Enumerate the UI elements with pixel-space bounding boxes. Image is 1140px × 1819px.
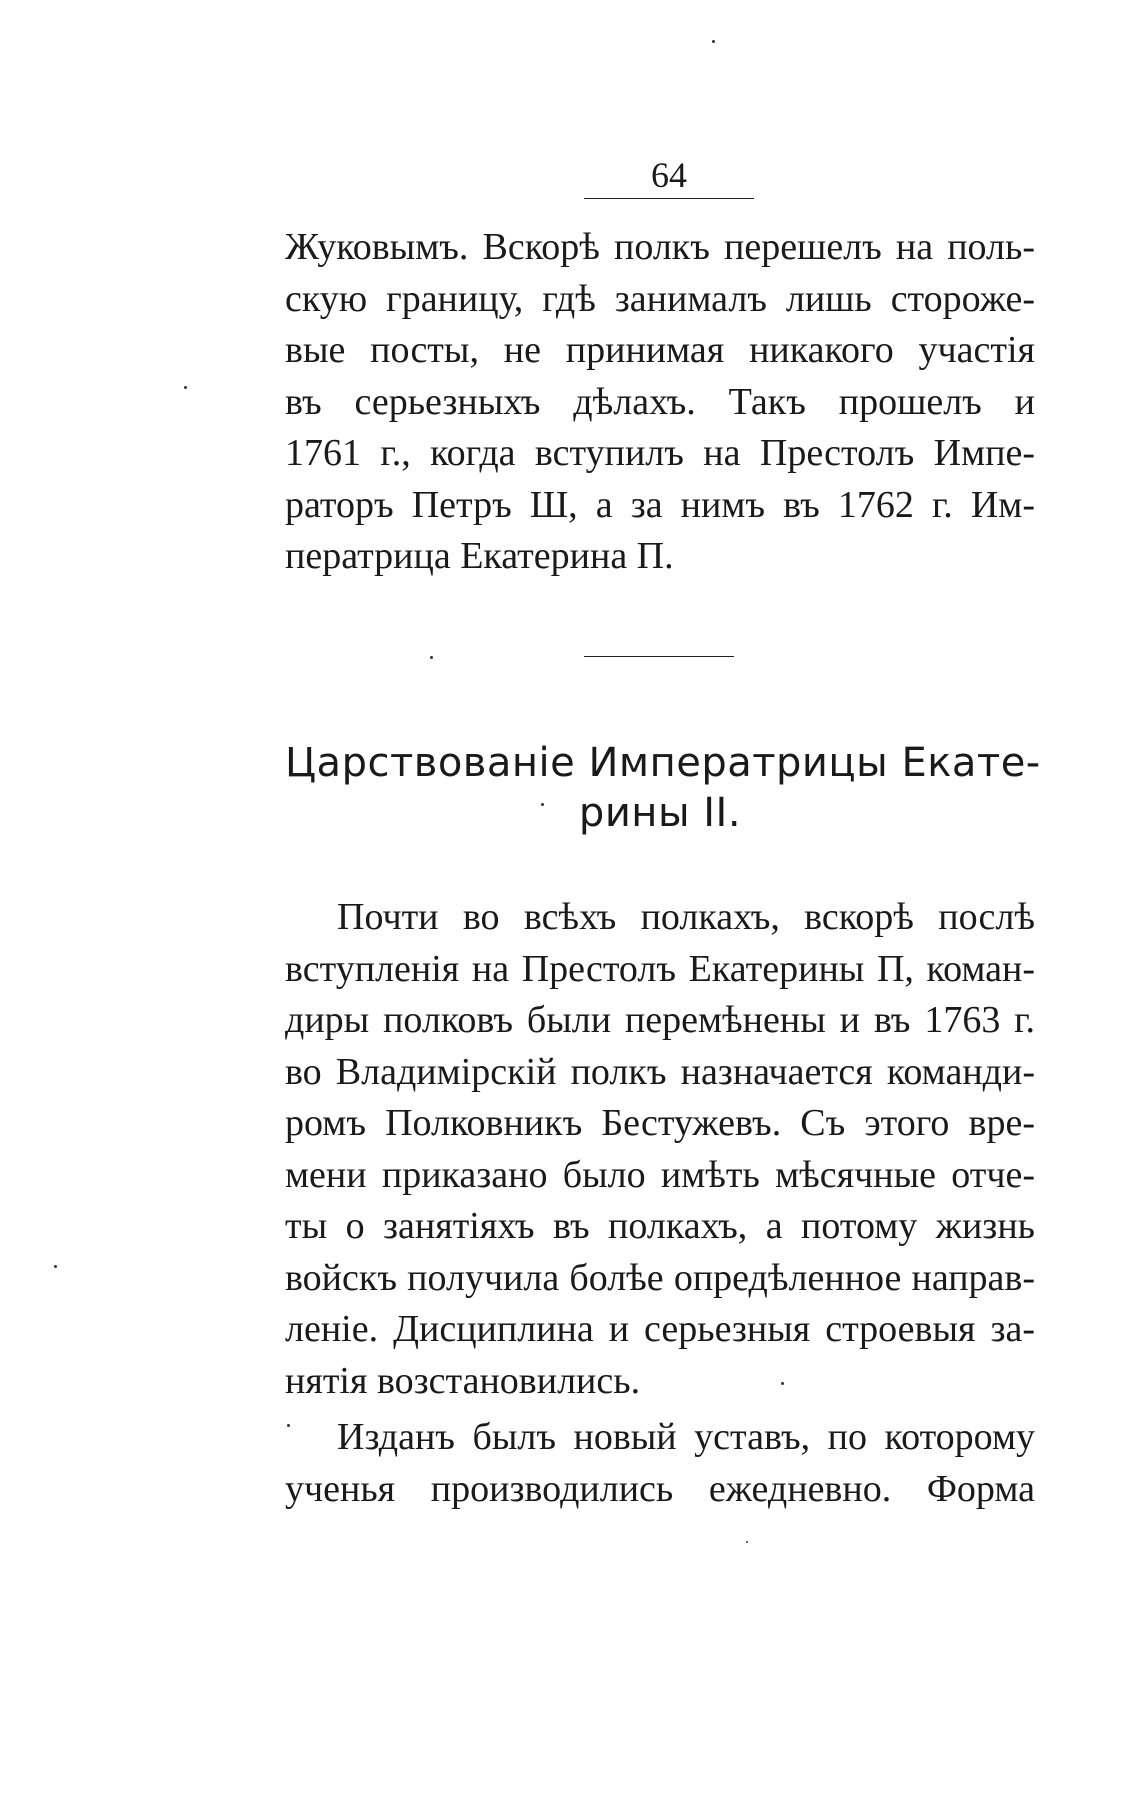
paragraph-1-line: Жуковымъ. Вскорѣ полкъ перешелъ на поль- (285, 226, 1035, 268)
paragraph-1-line: въ серьезныхъ дѣлахъ. Такъ прошелъ и (285, 380, 1035, 423)
paragraph-2-line: Почти во всѣхъ полкахъ, вскорѣ послѣ (337, 896, 1035, 938)
paragraph-2-line: леніе. Дисциплина и серьезныя строевыя за- (285, 1308, 1035, 1350)
scan-speck (781, 1382, 784, 1385)
paragraph-1 (285, 222, 1035, 583)
paragraph-1-line: 1761 г., когда вступилъ на Престолъ Импе- (285, 432, 1035, 474)
paragraph-2-line: во Владимірскій полкъ назначается команди- (285, 1050, 1035, 1093)
scan-speck (541, 803, 544, 806)
scan-speck (430, 656, 433, 659)
page-number: 64 (584, 152, 754, 199)
paragraph-2-line: диры полковъ были перемѣнены и въ 1763 г. (285, 999, 1035, 1041)
scan-speck (712, 40, 715, 43)
paragraph-2-line: ромъ Полковникъ Бестужевъ. Съ этого вре- (285, 1102, 1035, 1144)
paragraph-2-line: вступленія на Престолъ Екатерины П, коман- (285, 947, 1035, 990)
section-heading-line: Царствованіе Императрицы Екате- (285, 740, 1041, 786)
paragraph-2-line: мени приказано было имѣть мѣсячные отче- (285, 1153, 1035, 1196)
paragraph-1-line: скую границу, гдѣ занималъ лишь стороже- (285, 277, 1035, 320)
paragraph-2-line: войскъ получила болѣе опредѣленное направ- (285, 1256, 1035, 1299)
scan-speck (54, 1265, 57, 1268)
paragraph-2-line: ты о занятіяхъ въ полкахъ, а потому жизнь (285, 1205, 1035, 1247)
paragraph-3-line: Изданъ былъ новый уставъ, по которому (337, 1416, 1035, 1458)
paragraph-1-line: ператрица Екатерина П. (285, 535, 674, 577)
section-divider (584, 656, 734, 657)
section-heading-line: рины II. (578, 790, 742, 836)
paragraph-1-line: раторъ Петръ Ш, а за нимъ въ 1762 г. Им- (285, 483, 1035, 526)
paragraph-2 (285, 892, 1035, 1407)
paragraph-3-line: ученья производились ежедневно. Форма (285, 1467, 1035, 1510)
paragraph-3 (285, 1412, 1035, 1515)
paragraph-2-line: нятія возстановились. (285, 1359, 641, 1402)
scan-speck (746, 1541, 748, 1543)
section-heading (285, 738, 1041, 838)
paragraph-1-line: вые посты, не принимая никакого участія (285, 329, 1035, 371)
scan-speck (287, 1424, 290, 1427)
scan-speck (184, 386, 187, 389)
